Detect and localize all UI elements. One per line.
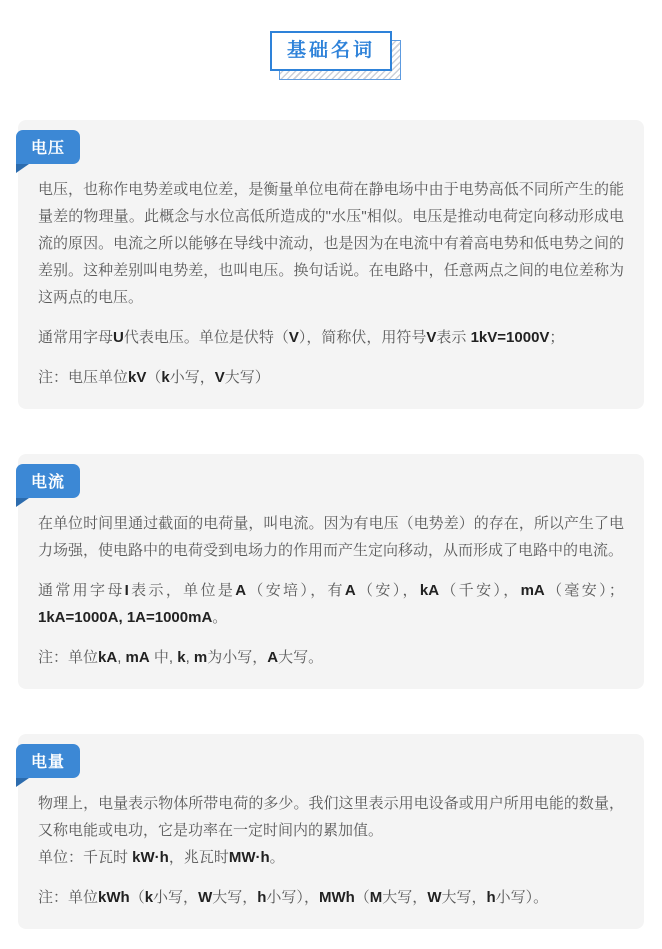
section-body <box>38 510 624 671</box>
content <box>0 120 662 929</box>
section-badge <box>16 130 80 164</box>
section-body <box>38 176 624 391</box>
paragraph: 注：电压单位kV（k小写，V大写） <box>38 369 270 386</box>
paragraph: 在单位时间里通过截面的电荷量，叫电流。因为有电压（电势差）的存在，所以产生了电力场强，使电路中的电荷受到电场力的作用而产生定向移动，从而形成了电路中的电流。 <box>38 515 624 559</box>
badge-fold-decoration <box>16 498 29 507</box>
section-badge-label: 电量 <box>31 754 66 771</box>
page-header <box>0 0 662 71</box>
paragraph: 单位：千瓦时 kW·h，兆瓦时MW·h。 <box>38 849 285 866</box>
badge-fold-decoration <box>16 164 29 173</box>
section-body <box>38 790 624 911</box>
paragraph: 通常用字母I表示，单位是A（安培），有A（安），kA（千安），mA（毫安）；1kA=1000A, 1A=1000mA。 <box>38 582 624 626</box>
paragraph: 电压，也称作电势差或电位差，是衡量单位电荷在静电场中由于电势高低不同所产生的能量差的物理量。此概念与水位高低所造成的"水压"相似。电压是推动电荷定向移动形成电流的原因。电流之所以能够在导线中流动，也是因为在电流中有着高电势和低电势之间的差别。这种差别叫电势差，也叫电压。换句话说。在电路中，任意两点之间的电位差称为这两点的电压。 <box>38 181 624 306</box>
section-badge-label: 电压 <box>31 140 66 157</box>
section-badge-label: 电流 <box>31 474 66 491</box>
paragraph: 通常用字母U代表电压。单位是伏特（V），简称伏，用符号V表示 1kV=1000V； <box>38 329 565 346</box>
paragraph: 注：单位kA, mA 中, k, m为小写，A大写。 <box>38 649 324 666</box>
section-current <box>18 454 644 689</box>
paragraph: 物理上，电量表示物体所带电荷的多少。我们这里表示用电设备或用户所用电能的数量，又称电能或电功，它是功率在一定时间内的累加值。 <box>38 795 624 839</box>
title-box <box>270 31 392 71</box>
badge-fold-decoration <box>16 778 29 787</box>
page-title: 基础名词 <box>286 40 375 61</box>
section-voltage <box>18 120 644 409</box>
section-energy <box>18 734 644 929</box>
section-badge <box>16 464 80 498</box>
section-badge <box>16 744 80 778</box>
paragraph: 注：单位kWh（k小写，W大写，h小写），MWh（M大写，W大写，h小写）。 <box>38 889 549 906</box>
title-plaque <box>270 31 392 71</box>
